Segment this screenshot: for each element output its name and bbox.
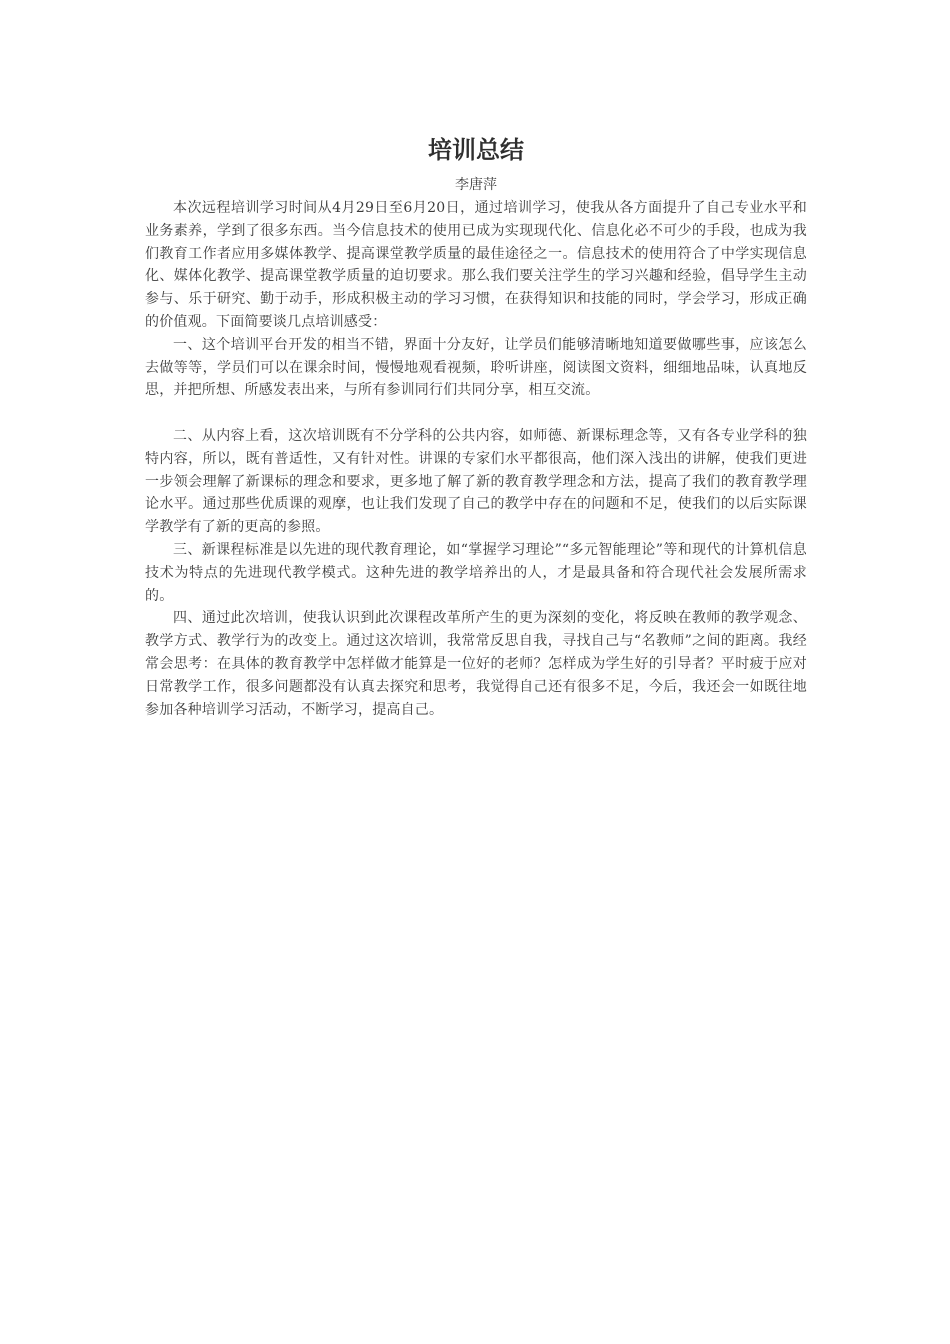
document-title: 培训总结 [428, 136, 524, 164]
paragraph-spacer [145, 402, 807, 425]
paragraph-point-two: 二、从内容上看，这次培训既有不分学科的公共内容，如师德、新课标理念等，又有各专业学科的独特内容，所以，既有普适性，又有针对性。讲课的专家们水平都很高，他们深入浅出的讲解，使我们更进一步领会理解了新课标的理念和要求，更多地了解了新的教育教学理念和方法，提高了我们的教育教学理论水平。通过那些优质课的观摩，也让我们发现了自己的教学中存在的问题和不足，使我们的以后实际课学教学有了新的更高的参照。 [145, 427, 807, 536]
paragraph-intro: 本次远程培训学习时间从4月29日至6月20日，通过培训学习，使我从各方面提升了自己专业水平和业务素养，学到了很多东西。当今信息技术的使用已成为实现现代化、信息化必不可少的手段，也成为我们教育工作者应用多媒体教学、提高课堂教学质量的最佳途径之一。信息技术的使用符合了中学实现信息化、媒体化教学、提高课堂教学质量的迫切要求。那么我们要关注学生的学习兴趣和经验，倡导学生主动参与、乐于研究、勤于动手，形成积极主动的学习习惯，在获得知识和技能的同时，学会学习，形成正确的价值观。下面简要谈几点培训感受： [145, 200, 807, 330]
paragraph-point-one: 一、这个培训平台开发的相当不错，界面十分友好，让学员们能够清晰地知道要做哪些事，应该怎么去做等等，学员们可以在课余时间，慢慢地观看视频，聆听讲座，阅读图文资料，细细地品味，认真地反思，并把所想、所感发表出来，与所有参训同行们共同分享，相互交流。 [145, 336, 807, 399]
document-body [145, 130, 807, 721]
document-author: 李唐萍 [455, 177, 497, 193]
paragraph-point-three: 三、新课程标准是以先进的现代教育理论，如“掌握学习理论”“多元智能理论”等和现代的计算机信息技术为特点的先进现代教学模式。这种先进的教学培养出的人，才是最具备和符合现代社会发展所需求的。 [145, 541, 807, 604]
paragraph-point-four: 四、通过此次培训，使我认识到此次课程改革所产生的更为深刻的变化，将反映在教师的教学观念、教学方式、教学行为的改变上。通过这次培训，我常常反思自我，寻找自己与“名教师”之间的距离。我经常会思考：在具体的教育教学中怎样做才能算是一位好的老师？怎样成为学生好的引导者？平时疲于应对日常教学工作，很多问题都没有认真去探究和思考，我觉得自己还有很多不足，今后，我还会一如既往地参加各种培训学习活动，不断学习，提高自己。 [145, 610, 807, 718]
